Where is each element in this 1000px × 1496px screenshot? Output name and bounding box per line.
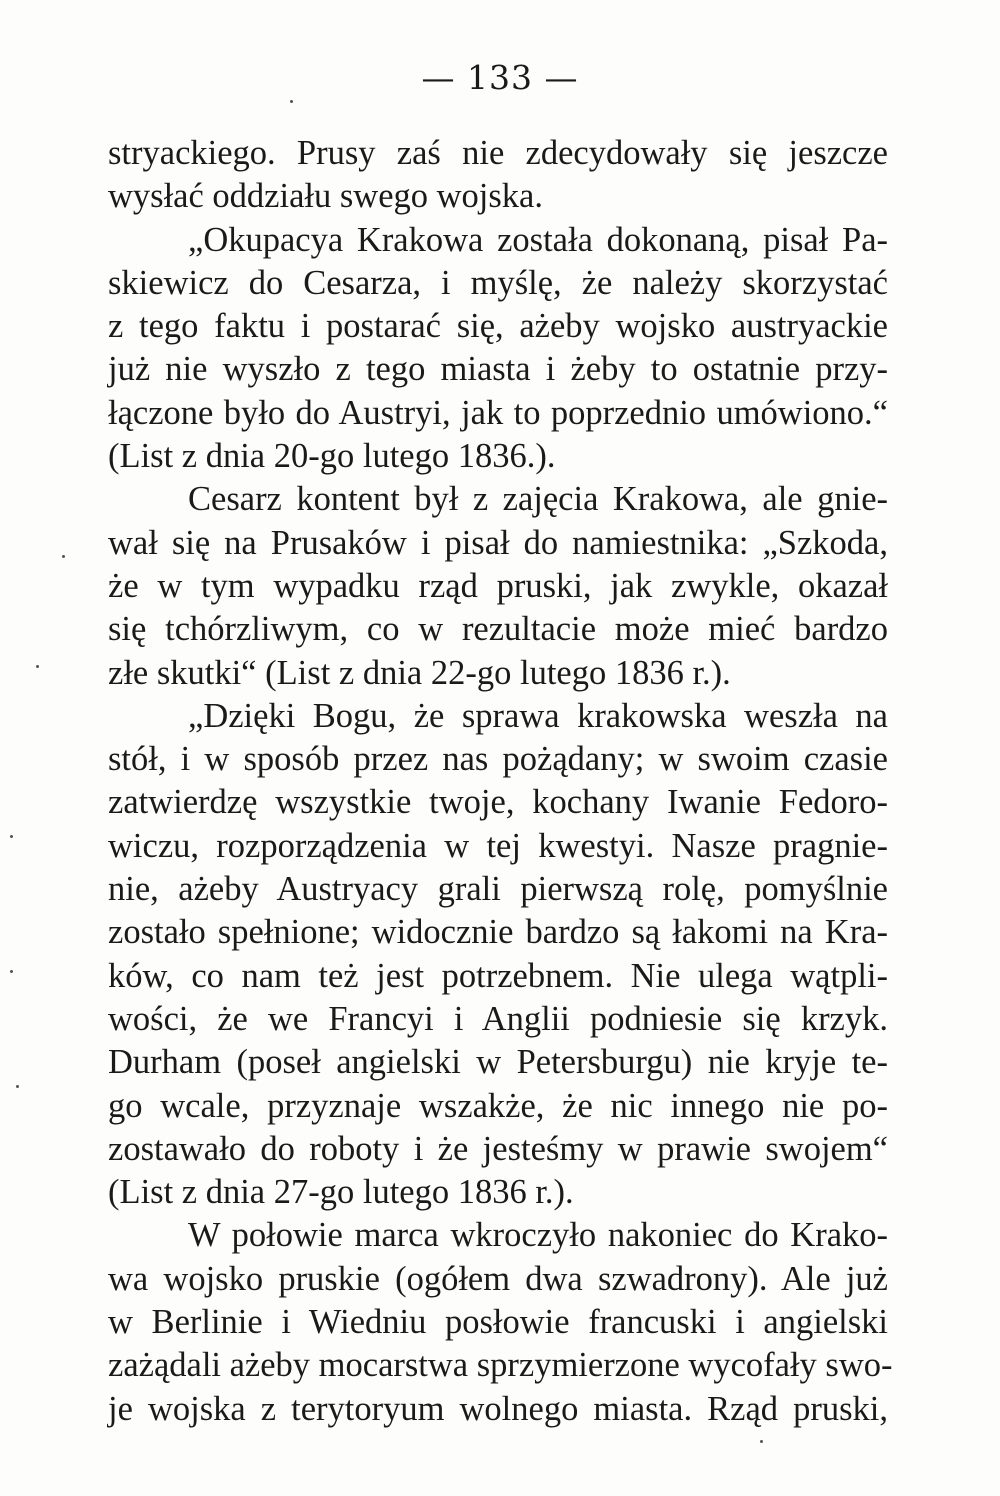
text-line: „Okupacya Krakowa została dokonaną, pisał Pa-: [188, 220, 888, 259]
text-line: wysłać oddziału swego wojska.: [108, 177, 543, 216]
text-line: „Dzięki Bogu, że sprawa krakowska weszła na: [188, 696, 888, 735]
text-line: stryackiego. Prusy zaś nie zdecydowały się jeszcze: [108, 134, 888, 172]
text-line: zatwierdzę wszystkie twoje, kochany Iwanie Fedoro-: [108, 783, 888, 822]
text-line: Cesarz kontent był z zajęcia Krakowa, ale gnie-: [188, 480, 888, 519]
text-line: skiewicz do Cesarza, i myślę, że należy skorzystać: [108, 263, 888, 302]
text-line: z tego faktu i postarać się, ażeby wojsko austryackie: [108, 307, 888, 346]
scan-speck: [36, 665, 39, 668]
text-line: się tchórzliwym, co w rezultacie może mieć bardzo: [108, 610, 888, 649]
text-line: (List z dnia 20-go lutego 1836.).: [108, 437, 556, 476]
text-line: go wcale, przyznaje wszakże, że nic innego nie po-: [108, 1086, 888, 1125]
text-line: już nie wyszło z tego miasta i żeby to ostatnie przy-: [108, 350, 888, 389]
scan-speck: [290, 100, 293, 103]
text-line: w Berlinie i Wiedniu posłowie francuski i angielski: [108, 1303, 888, 1342]
text-line: je wojska z terytoryum wolnego miasta. Rząd pruski,: [108, 1389, 888, 1428]
scan-speck: [16, 1085, 19, 1088]
text-line: że w tym wypadku rząd pruski, jak zwykle, okazał: [108, 566, 888, 605]
text-line: stół, i w sposób przez nas pożądany; w swoim czasie: [108, 740, 888, 779]
text-line: zostało spełnione; widocznie bardzo są łakomi na Kra-: [108, 913, 888, 952]
scan-speck: [10, 835, 13, 838]
text-line: Durham (poseł angielski w Petersburgu) nie kryje te-: [108, 1043, 888, 1082]
text-line: zażądali ażeby mocarstwa sprzymierzone wycofały swo-: [108, 1346, 893, 1385]
text-line: złe skutki“ (List z dnia 22-go lutego 1836 r.).: [108, 653, 731, 692]
text-line: W połowie marca wkroczyło nakoniec do Krako-: [188, 1216, 888, 1255]
body-text: [108, 132, 893, 1431]
text-line: (List z dnia 27-go lutego 1836 r.).: [108, 1173, 574, 1212]
text-line: zostawało do roboty i że jesteśmy w prawie swojem“: [108, 1129, 888, 1168]
text-line: wości, że we Francyi i Anglii podniesie się krzyk.: [108, 999, 888, 1038]
text-line: wa wojsko pruskie (ogółem dwa szwadrony). Ale już: [108, 1259, 888, 1298]
scan-speck: [10, 970, 13, 973]
text-line: nie, ażeby Austryacy grali pierwszą rolę, pomyślnie: [108, 870, 888, 909]
scan-speck: [62, 555, 65, 558]
text-line: wiczu, rozporządzenia w tej kwestyi. Nasze pragnie-: [108, 826, 888, 865]
scan-speck: [760, 1440, 763, 1443]
text-line: wał się na Prusaków i pisał do namiestnika: „Szkoda,: [108, 523, 888, 562]
text-line: ków, co nam też jest potrzebnem. Nie ulega wątpli-: [108, 956, 888, 995]
text-line: łączone było do Austryi, jak to poprzednio umówiono.“: [108, 393, 888, 432]
page-number: — 133 —: [421, 58, 579, 97]
